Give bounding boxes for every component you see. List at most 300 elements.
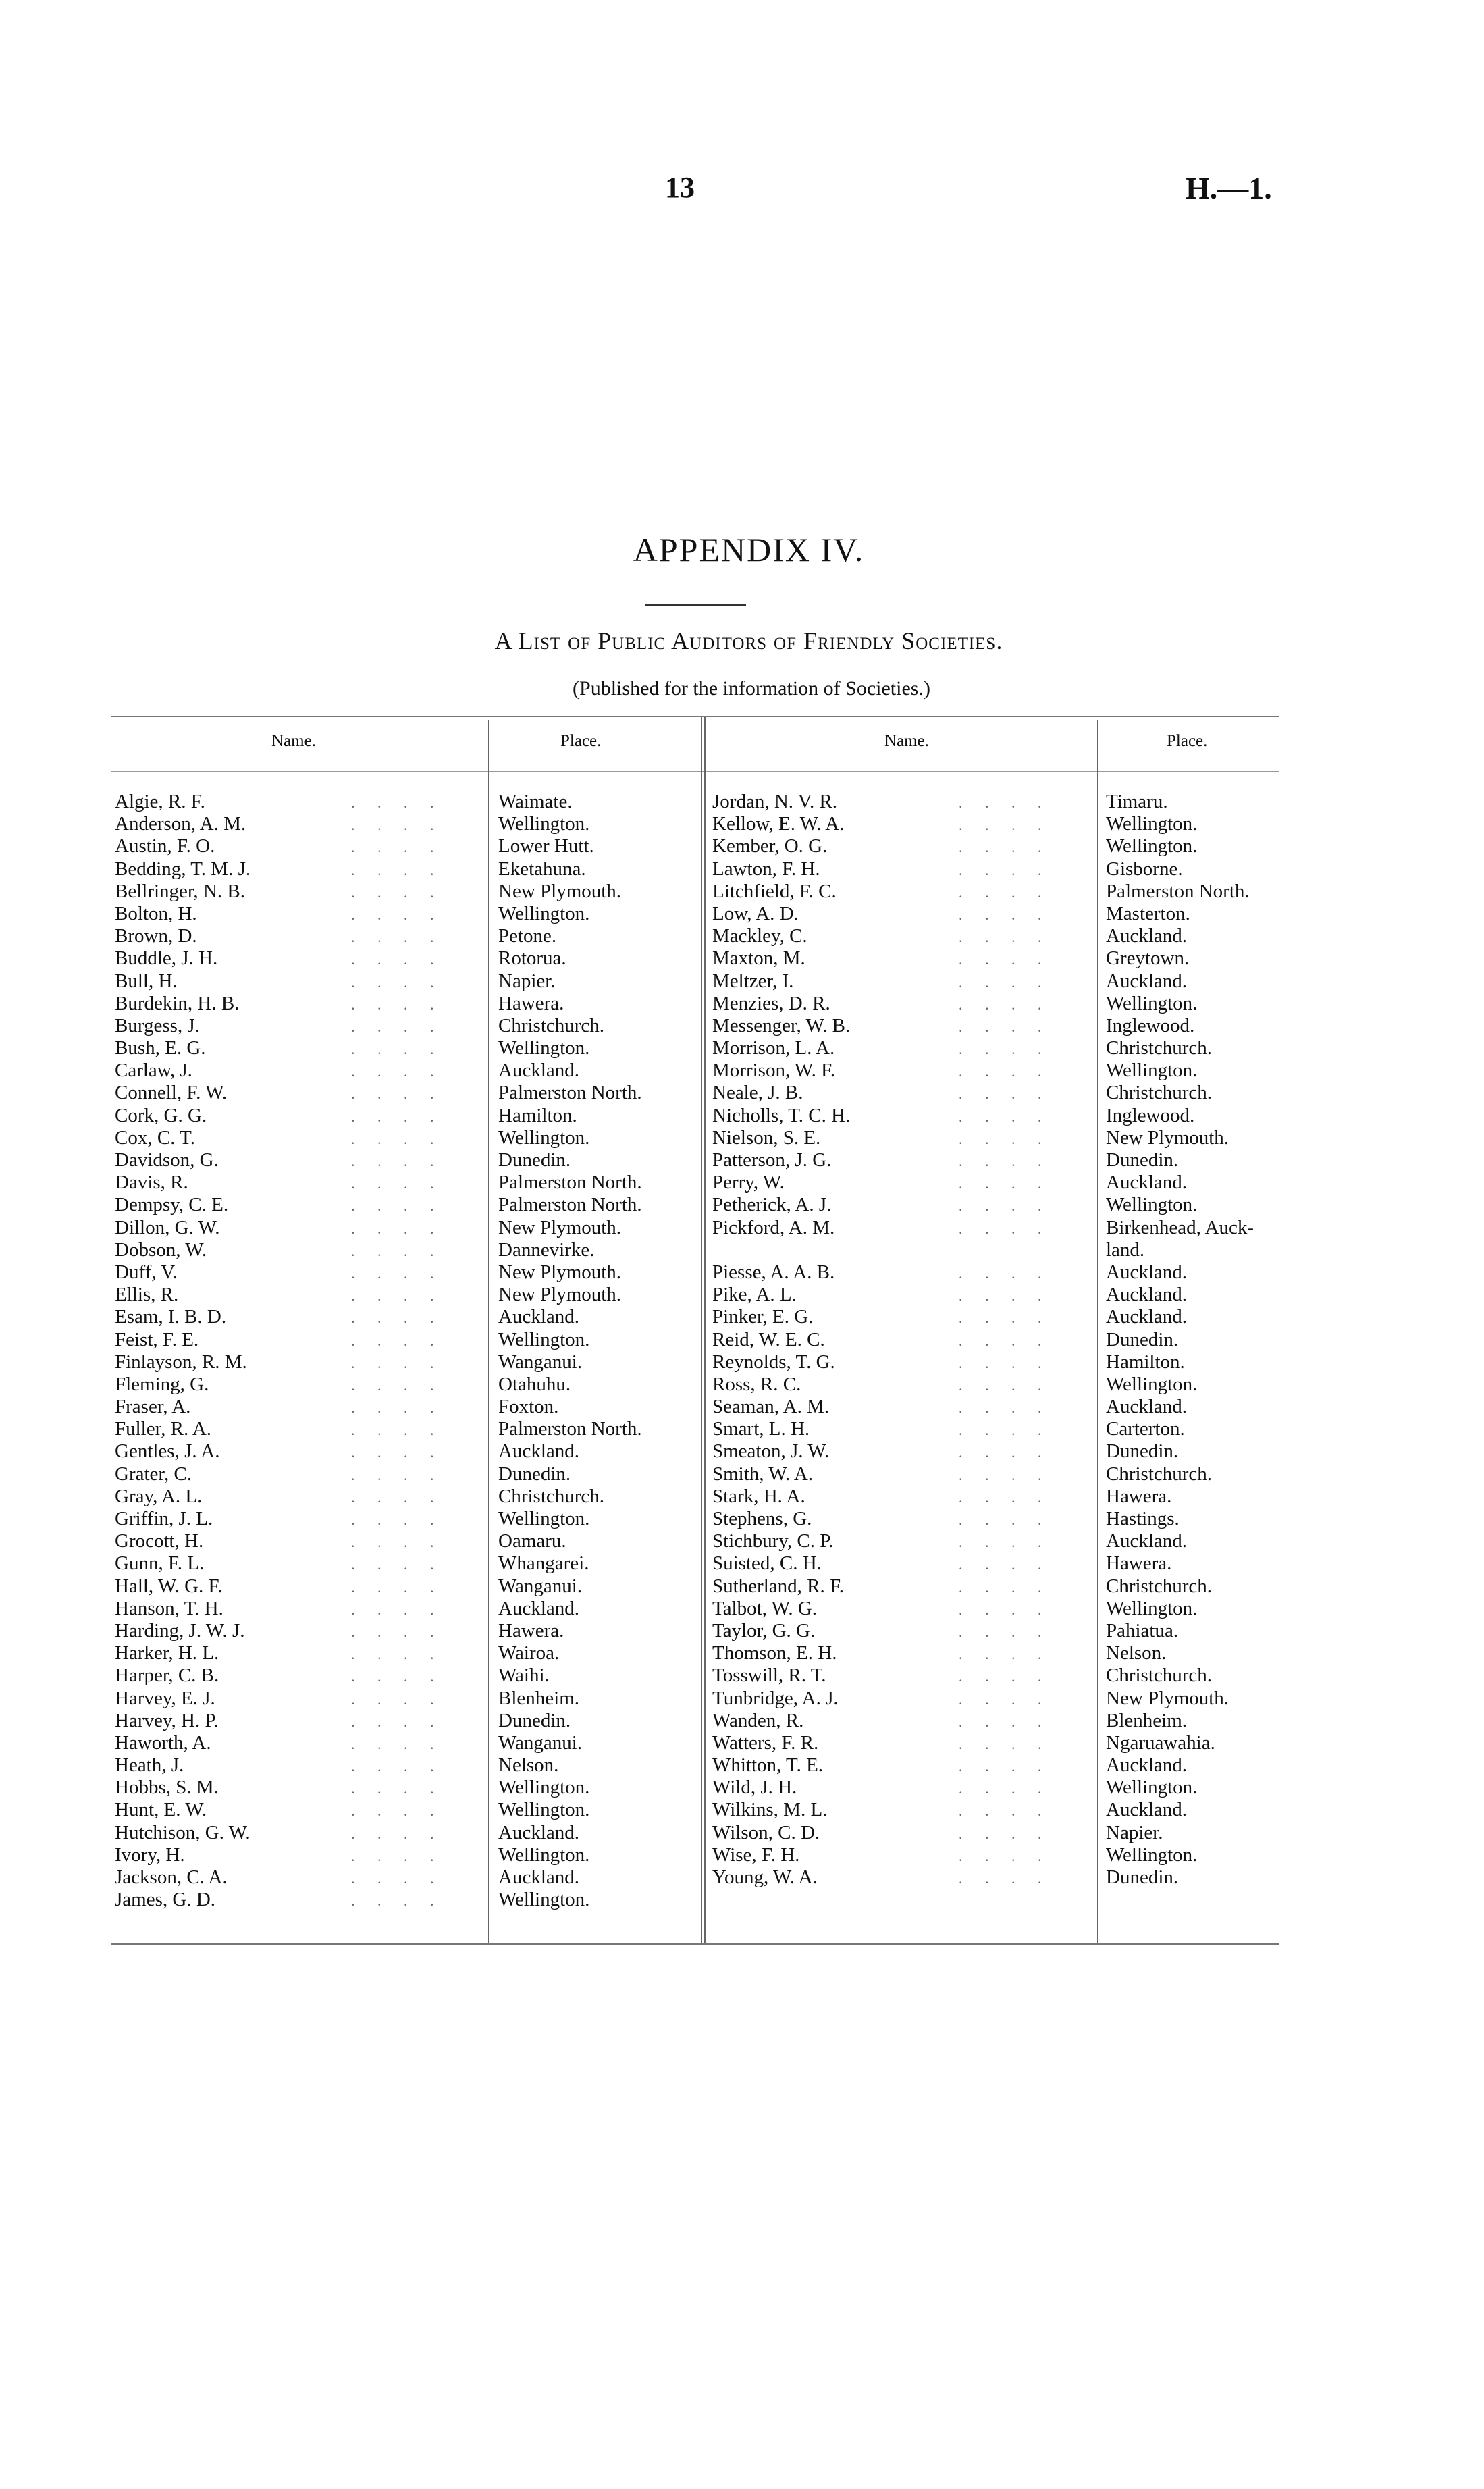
auditor-name: [712, 1396, 850, 1418]
auditor-places-left: [498, 791, 642, 1911]
leader-dots-text: . . . .: [959, 1085, 1051, 1103]
auditor-name: [115, 1172, 250, 1194]
auditor-name-text: Kember, O. G.: [712, 835, 828, 858]
auditor-name-text: Young, W. A.: [712, 1866, 818, 1888]
leader-dots: [959, 1732, 1051, 1754]
leader-dots: [959, 903, 1051, 925]
auditor-place: [1106, 1754, 1254, 1777]
leader-dots-text: . . . .: [351, 1466, 444, 1484]
auditor-place: [498, 1217, 642, 1239]
leader-dots: [351, 1194, 444, 1216]
auditor-name: [712, 1575, 850, 1598]
leader-dots: [351, 1598, 444, 1620]
auditor-place: [1106, 1149, 1254, 1172]
leader-dots-text: . . . .: [959, 1354, 1051, 1371]
auditor-name-text: Hutchison, G. W.: [115, 1821, 250, 1843]
auditor-place-text: Auckland.: [1106, 1306, 1187, 1328]
auditor-name: [115, 858, 250, 881]
leader-dots: [351, 1530, 444, 1552]
auditor-name-text: Bellringer, N. B.: [115, 880, 245, 902]
leader-dots: [959, 1552, 1051, 1575]
leader-dots: [959, 1486, 1051, 1508]
auditor-place-text: Dunedin.: [1106, 1149, 1179, 1171]
auditor-place-text: Dunedin.: [498, 1463, 571, 1485]
auditor-place-text: Hawera.: [498, 992, 564, 1014]
auditor-name: [712, 1822, 850, 1844]
leader-dots: [959, 1037, 1051, 1059]
auditor-place-text: Auckland.: [1106, 925, 1187, 947]
table-bottom-rule: [111, 1943, 1279, 1945]
auditor-name: [712, 1037, 850, 1059]
leader-dots-text: . . . .: [351, 1600, 444, 1618]
auditor-name: [712, 1284, 850, 1306]
appendix-title: APPENDIX IV.: [633, 531, 865, 569]
leader-dots: [351, 1642, 444, 1665]
auditor-place-text: Wellington.: [498, 1843, 590, 1866]
leader-dots-text: . . . .: [351, 1085, 444, 1103]
auditor-place: [498, 1396, 642, 1418]
auditor-name: [712, 1530, 850, 1552]
leader-dots: [959, 1620, 1051, 1642]
leader-dots-text: . . . .: [351, 1242, 444, 1259]
auditor-place: [498, 1508, 642, 1530]
auditor-name: [712, 1373, 850, 1396]
auditor-place-text: Eketahuna.: [498, 858, 586, 880]
auditor-name-text: Nicholls, T. C. H.: [712, 1104, 851, 1126]
leader-dots-text: . . . .: [959, 1578, 1051, 1596]
leader-dots: [351, 1687, 444, 1710]
leader-dots: [959, 1172, 1051, 1194]
auditor-place: [1106, 1642, 1254, 1665]
leader-dots-text: . . . .: [959, 1332, 1051, 1349]
auditor-name: [712, 947, 850, 970]
auditor-name-text: Grater, C.: [115, 1463, 192, 1485]
auditor-name: [712, 1351, 850, 1373]
auditor-place-text: Palmerston North.: [498, 1082, 642, 1104]
auditor-place-text: Nelson.: [1106, 1642, 1167, 1665]
auditor-name-text: Bull, H.: [115, 970, 178, 992]
auditor-place-text: Wellington.: [498, 1889, 590, 1911]
leader-dots: [959, 925, 1051, 947]
leader-dots-text: . . . .: [351, 1421, 444, 1439]
auditor-name-text: Seaman, A. M.: [712, 1396, 830, 1418]
leader-dots-text: . . . .: [351, 1063, 444, 1080]
leader-dots-text: . . . .: [959, 1735, 1051, 1752]
auditor-place-text: Wellington.: [498, 1777, 590, 1799]
auditor-place-text: Wellington.: [1106, 992, 1198, 1014]
auditor-name-text: Austin, F. O.: [115, 835, 215, 858]
auditor-name: [115, 1396, 250, 1418]
auditor-place-text: New Plymouth.: [1106, 1126, 1229, 1149]
auditor-places-right: [1106, 791, 1254, 1889]
auditor-name-text: Grocott, H.: [115, 1530, 204, 1552]
auditor-place-text: Christchurch.: [498, 1485, 605, 1507]
leader-dots: [351, 1620, 444, 1642]
auditor-place-text: Wellington.: [498, 1126, 590, 1149]
auditor-name-text: Dempsy, C. E.: [115, 1194, 229, 1216]
leader-dots: [351, 1732, 444, 1754]
title-divider: [645, 604, 746, 606]
auditor-place: [498, 813, 642, 835]
auditor-place: [1106, 1844, 1254, 1866]
auditor-name: [115, 1552, 250, 1575]
auditor-name: [712, 1172, 850, 1194]
auditor-place: [498, 1710, 642, 1732]
auditor-name-text: Wise, F. H.: [712, 1843, 800, 1866]
auditor-place: [498, 1687, 642, 1710]
auditor-name: [712, 1732, 850, 1754]
leader-dots: [351, 1665, 444, 1687]
auditor-place-text: Auckland.: [498, 1597, 579, 1619]
auditor-place-text: Dannevirke.: [498, 1238, 595, 1261]
auditor-name-text: Reid, W. E. C.: [712, 1328, 825, 1351]
leader-dots-text: . . . .: [959, 1197, 1051, 1215]
leader-dots-text: . . . .: [959, 1107, 1051, 1125]
leader-dots: [351, 993, 444, 1015]
auditor-name: [712, 993, 850, 1015]
auditor-name-text: Nielson, S. E.: [712, 1126, 821, 1149]
leader-dots: [959, 1059, 1051, 1082]
auditor-place: [1106, 993, 1254, 1015]
leader-dots: [959, 1799, 1051, 1821]
auditor-name-text: Hobbs, S. M.: [115, 1777, 219, 1799]
column-header-place-right: Place.: [1167, 732, 1208, 750]
auditor-name-text: Harker, H. L.: [115, 1642, 219, 1665]
auditor-place: [498, 1732, 642, 1754]
auditor-place-text: Christchurch.: [1106, 1082, 1213, 1104]
auditor-place-text: Hamilton.: [498, 1104, 577, 1126]
auditor-name-text: Harper, C. B.: [115, 1665, 219, 1687]
auditor-name-text: Dillon, G. W.: [115, 1216, 220, 1238]
leader-dots: [351, 1351, 444, 1373]
auditor-place: [498, 1866, 642, 1889]
auditor-name: [115, 1351, 250, 1373]
table-top-rule: [111, 716, 1279, 717]
auditor-place: [1106, 1105, 1254, 1127]
leader-dots-text: . . . .: [351, 1399, 444, 1417]
auditor-place-text: Wellington.: [498, 813, 590, 835]
auditor-name: [115, 1261, 250, 1284]
auditor-name: [712, 1687, 850, 1710]
auditor-place: [1106, 1598, 1254, 1620]
auditor-place: [1106, 1552, 1254, 1575]
auditor-place: [498, 881, 642, 903]
leader-dots-text: . . . .: [351, 1511, 444, 1528]
leader-dots-text: . . . .: [959, 1399, 1051, 1417]
auditor-name-text: Smart, L. H.: [712, 1418, 810, 1440]
auditor-name: [712, 1127, 850, 1149]
auditor-place: [1106, 1082, 1254, 1104]
leader-dots: [351, 791, 444, 813]
auditor-place: [498, 1306, 642, 1328]
auditor-name: [115, 1149, 250, 1172]
leader-dots-text: . . . .: [959, 1825, 1051, 1842]
auditor-place-text: Wellington.: [498, 1328, 590, 1351]
auditor-place: [1106, 1329, 1254, 1351]
leader-dots-text: . . . .: [959, 1466, 1051, 1484]
auditor-place: [1106, 970, 1254, 993]
leader-dots: [959, 1351, 1051, 1373]
leader-dots-text: . . . .: [351, 1018, 444, 1035]
auditor-name-text: Hunt, E. W.: [115, 1799, 207, 1821]
auditor-place-text: Christchurch.: [1106, 1463, 1213, 1485]
auditor-place: [1106, 1440, 1254, 1463]
auditor-place: [498, 1463, 642, 1486]
auditor-name: [712, 1306, 850, 1328]
leader-dots: [351, 1329, 444, 1351]
auditor-place: [1106, 1284, 1254, 1306]
leader-dots-text: . . . .: [959, 1600, 1051, 1618]
auditor-place: [498, 1598, 642, 1620]
auditor-name-text: Burgess, J.: [115, 1014, 200, 1037]
auditor-name-text: Petherick, A. J.: [712, 1194, 832, 1216]
auditor-name-text: Thomson, E. H.: [712, 1642, 837, 1665]
auditor-place: [498, 1530, 642, 1552]
auditor-place: [498, 1642, 642, 1665]
auditor-name: [115, 1440, 250, 1463]
leader-dots-text: . . . .: [959, 1556, 1051, 1573]
auditor-place: [498, 1261, 642, 1284]
auditor-name-text: Piesse, A. A. B.: [712, 1261, 835, 1283]
leader-dots-text: . . . .: [959, 928, 1051, 946]
auditor-name-text: Mackley, C.: [712, 925, 807, 947]
leader-dots-text: . . . .: [959, 794, 1051, 811]
leader-dots-text: . . . .: [351, 973, 444, 991]
auditor-place-text: Auckland.: [498, 1059, 579, 1082]
auditor-place: [1106, 1575, 1254, 1598]
auditor-name-text: Suisted, C. H.: [712, 1552, 822, 1575]
auditor-name: [115, 947, 250, 970]
leader-dots-text: . . . .: [351, 1488, 444, 1506]
leader-dots-text: . . . .: [959, 1668, 1051, 1685]
leader-dots-text: . . . .: [959, 883, 1051, 901]
auditor-name-text: Finlayson, R. M.: [115, 1351, 247, 1373]
auditor-name: [115, 1822, 250, 1844]
auditor-place: [498, 1351, 642, 1373]
leader-dots-text: . . . .: [351, 1646, 444, 1663]
auditor-place-text: Birkenhead, Auck-: [1106, 1216, 1254, 1238]
auditor-name-text: Talbot, W. G.: [712, 1597, 818, 1619]
auditor-name-text: Morrison, W. F.: [712, 1059, 836, 1082]
auditor-name-text: Menzies, D. R.: [712, 992, 830, 1014]
auditor-name: [115, 1015, 250, 1037]
auditor-name-text: Cork, G. G.: [115, 1104, 207, 1126]
auditor-place-text: Wanganui.: [498, 1351, 583, 1373]
auditor-name-text: Patterson, J. G.: [712, 1149, 832, 1171]
auditor-place: [1106, 903, 1254, 925]
leader-dots-text: . . . .: [351, 1287, 444, 1305]
leader-dots: [351, 1284, 444, 1306]
auditor-place: [1106, 1037, 1254, 1059]
auditor-name-text: Tunbridge, A. J.: [712, 1687, 839, 1709]
leader-dots-text: . . . .: [959, 1646, 1051, 1663]
auditor-name: [115, 1217, 250, 1239]
auditor-place: [1106, 1530, 1254, 1552]
auditor-place: [498, 1665, 642, 1687]
leader-dots-text: . . . .: [351, 1309, 444, 1327]
auditor-place-text: Auckland.: [498, 1440, 579, 1463]
auditor-name: [115, 1799, 250, 1821]
leader-dots: [959, 1127, 1051, 1149]
auditor-place-text: Dunedin.: [1106, 1866, 1179, 1888]
leader-dots-text: . . . .: [351, 1220, 444, 1237]
auditor-name: [712, 813, 850, 835]
leader-dots: [351, 1844, 444, 1866]
auditor-name: [712, 1844, 850, 1866]
auditor-names-left: [115, 791, 250, 1911]
auditor-place-text: Auckland.: [498, 1866, 579, 1888]
leader-dots: [959, 1217, 1051, 1239]
auditor-name-text: Ellis, R.: [115, 1284, 179, 1306]
auditor-place-text: New Plymouth.: [498, 880, 622, 902]
auditor-name-text: Harding, J. W. J.: [115, 1619, 245, 1642]
auditor-place-text: Hawera.: [498, 1619, 564, 1642]
auditor-name: [712, 1082, 850, 1104]
leader-dots: [959, 1777, 1051, 1799]
leader-dots-text: . . . .: [959, 1220, 1051, 1237]
auditor-name-text: Cox, C. T.: [115, 1126, 195, 1149]
column-header-name-right: Name.: [884, 732, 929, 750]
auditor-name: [115, 1306, 250, 1328]
auditor-place: [498, 925, 642, 947]
leader-dots: [959, 1575, 1051, 1598]
auditor-place-text: Palmerston North.: [498, 1172, 642, 1194]
auditor-place: [498, 947, 642, 970]
leader-dots-text: . . . .: [351, 1376, 444, 1394]
auditor-place-text: Dunedin.: [1106, 1440, 1179, 1463]
leader-dots: [351, 1552, 444, 1575]
leader-dots: [351, 881, 444, 903]
auditor-place-text: Wellington.: [1106, 1194, 1198, 1216]
auditor-place: [498, 1844, 642, 1866]
auditor-name: [712, 858, 850, 881]
auditor-place: [498, 1754, 642, 1777]
auditor-place-text: Timaru.: [1106, 791, 1168, 812]
auditor-name-text: Stephens, G.: [712, 1508, 812, 1529]
auditor-name-text: Bush, E. G.: [115, 1037, 206, 1059]
leader-dots-text: . . . .: [959, 1130, 1051, 1147]
auditor-name-text: Brown, D.: [115, 925, 197, 947]
auditor-place-text: Hawera.: [1106, 1552, 1172, 1575]
column-header-place-left: Place.: [560, 732, 602, 750]
leader-dots-text: . . . .: [351, 1534, 444, 1551]
auditor-name-text: Connell, F. W.: [115, 1082, 228, 1104]
leader-dots-text: . . . .: [351, 1623, 444, 1640]
leader-dots-text: . . . .: [959, 1287, 1051, 1305]
leader-dots: [351, 835, 444, 858]
leader-dots-text: . . . .: [351, 1264, 444, 1282]
leader-dots-text: . . . .: [351, 1153, 444, 1170]
auditor-place-text: Masterton.: [1106, 902, 1190, 924]
leader-dots: [959, 1642, 1051, 1665]
auditor-place: [1106, 1261, 1254, 1284]
auditor-place-text: Auckland.: [1106, 1396, 1187, 1418]
auditor-name: [712, 1665, 850, 1687]
leader-dots: [351, 1105, 444, 1127]
auditor-place: [498, 1284, 642, 1306]
auditor-name: [115, 1844, 250, 1866]
auditor-place-text: Wairoa.: [498, 1642, 560, 1665]
leader-dots: [959, 1015, 1051, 1037]
leader-dots: [351, 1777, 444, 1799]
auditor-name-text: Low, A. D.: [712, 902, 799, 924]
auditor-place-text: Auckland.: [1106, 1754, 1187, 1777]
auditor-place: [498, 1552, 642, 1575]
auditor-place-text: Hastings.: [1106, 1508, 1180, 1529]
leader-dots-text: . . . .: [351, 1130, 444, 1147]
leader-dots: [351, 1866, 444, 1889]
auditor-place: [1106, 1799, 1254, 1821]
auditor-place: [1106, 1463, 1254, 1486]
leader-dots: [351, 1082, 444, 1104]
leader-dots-left: [351, 791, 444, 1911]
auditor-place: [1106, 1866, 1254, 1889]
leader-dots: [959, 970, 1051, 993]
auditor-name: [115, 1732, 250, 1754]
leader-dots-text: . . . .: [959, 1712, 1051, 1730]
auditor-name: [115, 1866, 250, 1889]
leader-dots: [959, 1194, 1051, 1216]
auditor-name: [115, 1777, 250, 1799]
auditor-place-text: Palmerston North.: [1106, 880, 1250, 902]
leader-dots: [959, 947, 1051, 970]
leader-dots: [351, 1172, 444, 1194]
auditor-place-text: Greytown.: [1106, 947, 1190, 970]
leader-dots: [351, 1754, 444, 1777]
leader-dots: [959, 993, 1051, 1015]
auditor-name: [712, 1149, 850, 1172]
leader-dots: [959, 1261, 1051, 1284]
auditor-place-text: Auckland.: [1106, 1799, 1187, 1821]
auditor-name: [115, 993, 250, 1015]
leader-dots-text: . . . .: [351, 995, 444, 1013]
leader-dots: [959, 813, 1051, 835]
leader-dots: [959, 1508, 1051, 1530]
auditor-place-text: Christchurch.: [1106, 1037, 1213, 1059]
auditor-name: [115, 1037, 250, 1059]
auditor-name: [115, 1642, 250, 1665]
auditor-place-text: Wanganui.: [498, 1731, 583, 1754]
auditor-place-text: Auckland.: [498, 1821, 579, 1843]
auditor-name: [115, 1239, 250, 1261]
auditor-name: [712, 1059, 850, 1082]
leader-dots: [959, 1754, 1051, 1777]
auditor-name: [115, 835, 250, 858]
auditor-name: [712, 1754, 850, 1777]
leader-dots-text: . . . .: [351, 1444, 444, 1461]
auditor-name: [115, 1620, 250, 1642]
auditor-name-text: Smeaton, J. W.: [712, 1440, 830, 1463]
auditor-place: [1106, 1710, 1254, 1732]
auditor-place: [1106, 1217, 1254, 1239]
auditor-place-text: Inglewood.: [1106, 1104, 1195, 1126]
auditor-name: [712, 1552, 850, 1575]
auditor-place: [498, 791, 642, 813]
leader-dots-text: . . . .: [959, 1041, 1051, 1058]
auditor-place: [498, 1575, 642, 1598]
leader-dots: [959, 1284, 1051, 1306]
auditor-place: [1106, 835, 1254, 858]
auditor-name: [712, 1329, 850, 1351]
auditor-place: [498, 1799, 642, 1821]
auditor-name-text: Davidson, G.: [115, 1149, 219, 1171]
auditor-place-text: Wanganui.: [498, 1575, 583, 1597]
auditor-place-text: Blenheim.: [1106, 1709, 1188, 1731]
auditor-name-text: Davis, R.: [115, 1172, 188, 1194]
auditor-name: [712, 1015, 850, 1037]
leader-dots-text: . . . .: [959, 1511, 1051, 1528]
auditor-place-text: Wellington.: [1106, 1597, 1198, 1619]
